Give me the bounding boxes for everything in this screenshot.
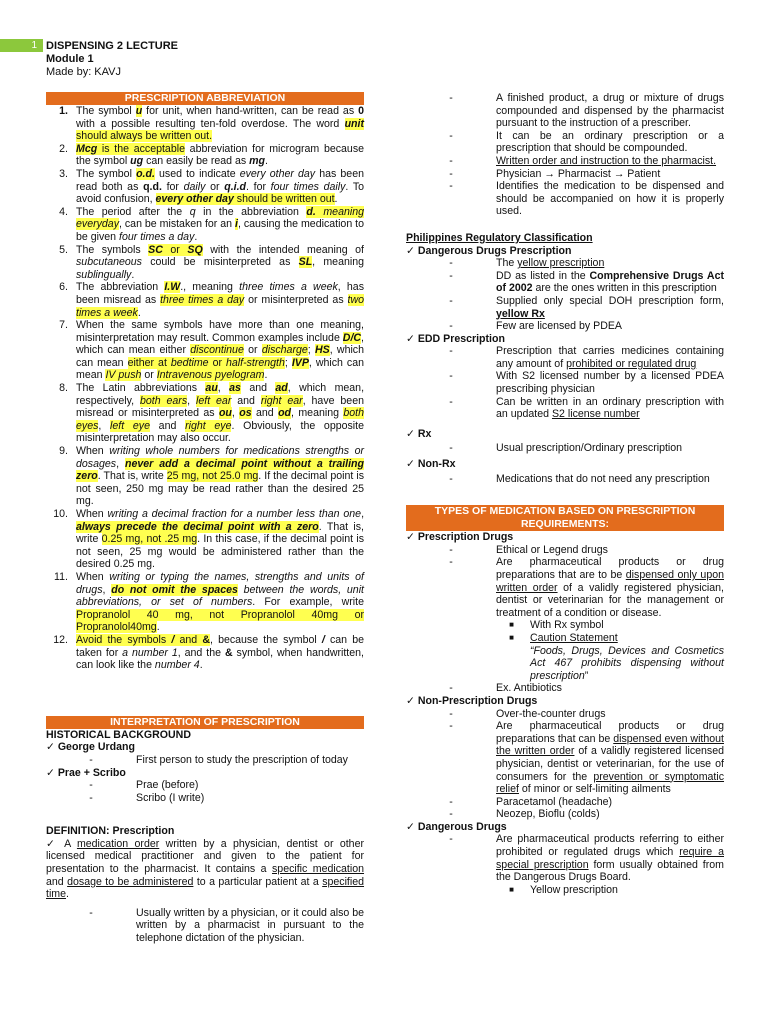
list-item: - Scribo (I write)	[89, 791, 205, 804]
rx-label: ✓ Rx	[406, 427, 432, 440]
list-item: 6. The abbreviation I.W., meaning three times a week, has been misread as three times a day or misinterpreted as two times a week.	[59, 281, 365, 319]
list-item: - Usual prescription/Ordinary prescription	[449, 442, 683, 455]
list-item: - With S2 licensed number by a licensed PDEA prescribing physician	[449, 370, 724, 396]
george-urdang-label: ✓ George Urdang	[46, 741, 135, 754]
list-item: - Supplied only special DOH prescription form, yellow Rx	[449, 294, 724, 320]
list-item: 4. The period after the q in the abbreviation d. meaning everyday, can be mistaken for an i, causing the medication to be given four times a day.	[59, 205, 364, 243]
list-item: - Paracetamol (headache)	[449, 795, 613, 808]
dangerous-rx-label: ✓ Dangerous Drugs Prescription	[406, 244, 572, 257]
list-item: - The yellow prescription	[449, 257, 605, 270]
list-item: 11. When writing or typing the names, strengths and units of drugs, do not omit the spaces between the words, unit abbreviations, or set of numbers. For example, write Propranolol 40 mg, not Propranolol 40mg or Propranolol40mg.	[54, 570, 364, 634]
list-item: - Prescription that carries medicines containing any amount of prohibited or regulated drug	[449, 345, 724, 370]
definition-heading: DEFINITION: Prescription	[46, 825, 175, 838]
edd-label: ✓ EDD Prescription	[406, 332, 505, 345]
document-title: DISPENSING 2 LECTURE	[46, 40, 179, 52]
left-column	[46, 92, 364, 945]
list-item: - A finished product, a drug or mixture of drugs compounded and dispensed by the pharmacist pursuant to the instruction of a prescriber.	[449, 92, 724, 130]
abbreviation-list	[46, 105, 364, 672]
list-item: - Over-the-counter drugs	[449, 707, 606, 720]
list-item: ■ With Rx symbol	[509, 619, 604, 632]
list-item: - Physician → Pharmacist → Patient	[449, 167, 661, 180]
list-item: - Are pharmaceutical products or drug preparations that are to be dispensed only upon written order of a validly registered physician, dentist or veterinarian for the management or treatment of a condition or disease.	[449, 556, 724, 619]
author-line: Made by: KAVJ	[46, 66, 121, 78]
list-item: 7. When the same symbols have more than one meaning, misinterpretation may result. Common examples include D/C, which can mean either discontinue or discharge; HS, which can mean either at bedtime or half-strength; IVP, which can mean IV push or Intravenous pyelogram.	[59, 319, 364, 382]
list-item: - Written order and instruction to the pharmacist.	[449, 154, 717, 167]
prescription-drugs-label: ✓ Prescription Drugs	[406, 531, 514, 544]
right-column	[406, 92, 724, 896]
list-item: - Ethical or Legend drugs	[449, 543, 608, 556]
list-item: - Identifies the medication to be dispensed and should be accompanied on how it is properly used.	[449, 180, 724, 218]
list-item: - Prae (before)	[89, 779, 199, 792]
prae-scribo-label: ✓ Prae + Scribo	[46, 766, 126, 779]
ph-regulatory-heading: Philippines Regulatory Classification	[406, 231, 593, 244]
nonrx-label: ✓ Non-Rx	[406, 458, 456, 471]
list-item: 8. The Latin abbreviations au, as and ad, which mean, respectively, both ears, left ear and right ear, have been misread or misinterpreted as ou, os and od, meaning both eyes, left eye and right eye. Obviously, the opposite misinterpretation may also occur.	[59, 382, 365, 445]
section-heading-interpretation: INTERPRETATION OF PRESCRIPTION	[46, 716, 364, 729]
list-item: - Few are licensed by PDEA	[449, 320, 623, 333]
list-item: ■ Yellow prescription	[509, 883, 618, 896]
list-item: ■ Caution Statement	[509, 631, 618, 644]
list-item: 10. When writing a decimal fraction for a number less than one, always precede the decimal point with a zero. That is, write 0.25 mg, not .25 mg. In this case, if the decimal point is not seen, 25 mg would be administered rather than the desired 0.25 mg.	[53, 508, 365, 571]
list-item: - Can be written in an ordinary prescription with an updated S2 license number	[449, 395, 724, 421]
list-item: - Medications that do not need any prescription	[449, 472, 710, 485]
list-item: 2. Mcg is the acceptable abbreviation for microgram because the symbol ug can easily be read as mg.	[59, 142, 365, 168]
module-label: Module 1	[46, 53, 94, 65]
definition-text: ✓ A medication order written by a physician, dentist or other licensed medical practitioner and given to the patient for presentation to the pharmacist. It contains a specific medication and dosage to be administered to a particular patient at a specified time.	[46, 837, 365, 901]
list-item: 12. Avoid the symbols / and &, because the symbol / can be taken for a number 1, and the & symbol, when handwritten, can look like the number 4.	[53, 633, 365, 672]
dangerous-drugs-label: ✓ Dangerous Drugs	[406, 820, 507, 833]
list-item: “Foods, Drugs, Devices and Cosmetics Act 467 prohibits dispensing without prescription”	[530, 644, 724, 682]
section-heading-abbreviation: PRESCRIPTION ABBREVIATION	[46, 92, 364, 105]
historical-heading: HISTORICAL BACKGROUND	[46, 728, 191, 741]
list-item: - It can be an ordinary prescription or a prescription that should be compounded.	[449, 129, 724, 155]
list-item: - Are pharmaceutical products or drug preparations that can be dispensed even without the written order of a validly registered licensed physician, dentist or veterinarian, for the use of consumers for the prevention or symptomatic relief of minor or self-limiting ailments	[449, 720, 725, 796]
section-heading-types: TYPES OF MEDICATION BASED ON PRESCRIPTION REQUIREMENTS:	[406, 505, 724, 531]
document-header	[46, 40, 178, 79]
list-item: 1. The symbol u for unit, when hand-written, can be read as 0 with a possible resulting ten-fold overdose. The word unit should always be written out.	[59, 105, 364, 143]
list-item: 9. When writing whole numbers for medications strengths or dosages, never add a decimal point without a trailing zero. That is, write 25 mg, not 25.0 mg. If the decimal point is not seen, 250 mg may be read rather than the desired 25 mg.	[59, 445, 365, 508]
list-item: - Ex. Antibiotics	[449, 682, 562, 695]
list-item: - DD as listed in the Comprehensive Drugs Act of 2002 are the ones written in this prescription	[449, 269, 724, 295]
non-prescription-label: ✓ Non-Prescription Drugs	[406, 694, 538, 707]
list-item: 5. The symbols SC or SQ with the intended meaning of subcutaneous could be misinterpreted as SL, meaning sublingually.	[59, 243, 365, 281]
list-item: - Usually written by a physician, or it could also be written by a pharmacist in pursuant to the telephone dictation of the physician.	[89, 906, 364, 945]
page-number: 1	[0, 39, 43, 52]
list-item: - Neozep, Bioflu (colds)	[449, 808, 600, 821]
list-item: - First person to study the prescription of today	[89, 753, 348, 766]
list-item: 3. The symbol o.d. used to indicate every other day has been read both as q.d. for daily or q.i.d. for four times daily. To avoid confusion, every other day should be written out.	[59, 167, 365, 206]
list-item: - Are pharmaceutical products referring to either prohibited or regulated drugs which require a special prescription form usually obtained from the Dangerous Drugs Board.	[449, 833, 724, 884]
